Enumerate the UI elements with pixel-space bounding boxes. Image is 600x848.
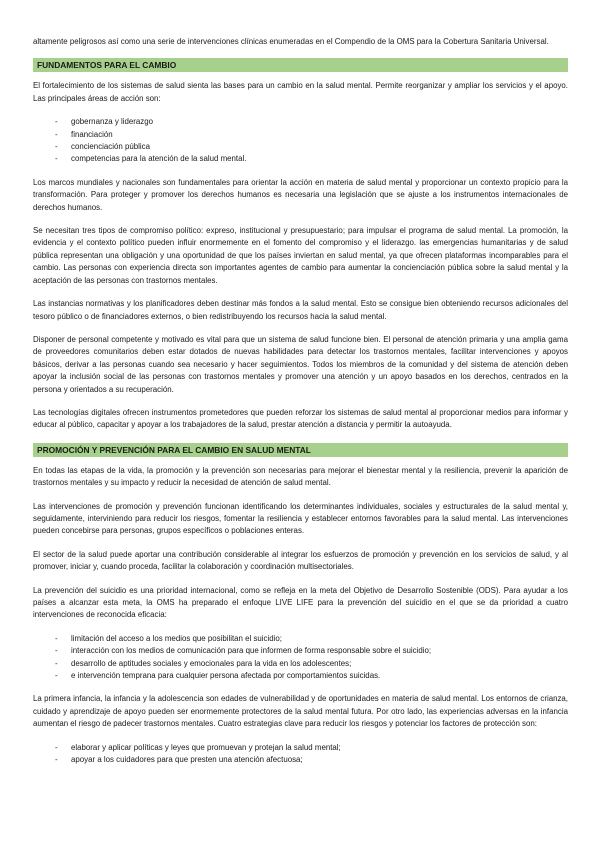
protection-strategies-list [33,742,568,767]
bullet-marker: - [55,142,58,152]
bullet-marker: - [55,129,58,139]
bullet-marker: - [55,742,58,752]
bullet-marker: - [55,755,58,765]
paragraph: La prevención del suicidio es una prioridad internacional, como se refleja en la meta del Objetivo de Desarrollo Sostenible (ODS). Para ayudar a los países a alcanzar esta meta, la OMS ha preparado el enfoque LIVE LIFE para la prevención del suicidio en el que se da prioridad a cuatro intervenciones de reconocida eficacia: [33,585,568,620]
paragraph: El fortalecimiento de los sistemas de salud sienta las bases para un cambio en la salud mental. Permite reorganizar y ampliar los servicios y el apoyo. Las principales áreas de acción son: [33,81,568,103]
list-item: - apoyar a los cuidadores para que presten una atención afectuosa; [59,754,568,766]
list-item: - financiación [59,129,568,141]
paragraph: El sector de la salud puede aportar una contribución considerable al integrar los esfuerzos de promoción y prevención en los servicios de salud, y al promover, iniciar y, cuando proceda, facilitar la colaboración y coordinación multisectoriales. [33,549,568,572]
list-item: - competencias para la atención de la salud mental. [59,153,568,165]
list-item: - gobernanza y liderazgo [59,116,568,128]
suicide-prevention-list [33,633,568,683]
bullet-marker: - [55,671,58,681]
bullet-marker: - [55,117,58,127]
paragraph: Los marcos mundiales y nacionales son fundamentales para orientar la acción en materia de salud mental y proporcionar un contexto propicio para la transformación. Para proteger y promover los derechos humanos es necesaria una legislación que se ajuste a los instrumentos internacionales de derechos humanos. [33,177,568,212]
paragraph: En todas las etapas de la vida, la promoción y la prevención son necesarias para mejorar el bienestar mental y la resiliencia, prevenir la aparición de trastornos mentales y su impacto y reducir la necesidad de atención de salud mental. [33,465,568,488]
list-item: - desarrollo de aptitudes sociales y emocionales para la vida en los adolescentes; [59,658,568,670]
list-item: - concienciación pública [59,141,568,153]
paragraph: Las intervenciones de promoción y prevención funcionan identificando los determinantes individuales, sociales y estructurales de la salud mental y, seguidamente, interviniendo para reducir los riesgos, fomentar la resiliencia y establecer entornos favorables para la salud mental. Las intervenciones pueden concebirse para personas, grupos específicos o poblaciones enteras. [33,501,568,536]
intro-paragraph: altamente peligrosos así como una serie de intervenciones clínicas enumeradas en el Compendio de la OMS para la Cobertura Sanitaria Universal. [33,37,549,46]
paragraph: La primera infancia, la infancia y la adolescencia son edades de vulnerabilidad y de oportunidades en materia de salud mental. Los entornos de crianza, cuidado y aprendizaje de apoyo pueden ser enormemente protectores de la salud mental futura. Por otro lado, las experiencias adversas en la infancia aumentan el riesgo de padecer trastornos mentales. Cuatro estrategias clave para reducir los riesgos y potenciar los factores de protección son: [33,694,568,729]
list-item: - limitación del acceso a los medios que posibilitan el suicidio; [59,633,568,645]
paragraph: Se necesitan tres tipos de compromiso político: expreso, institucional y presupuestario; para impulsar el programa de salud mental. La promoción, la evidencia y el contexto político pueden influir enormemente en el fomento del compromiso y el liderazgo. las emergencias humanitarias y de salud pública representan una obligación y una oportunidad de que los países inviertan en salud mental, ya que ofrecen plataformas incomparables para el cambio. Las personas con experiencia directa son importantes agentes de cambio para aumentar la concienciación pública sobre la salud mental y la aceptación de las personas con trastornos mentales. [33,226,568,285]
bullet-marker: - [55,658,58,668]
bullet-marker: - [55,633,58,643]
paragraph: Disponer de personal competente y motivado es vital para que un sistema de salud funcione bien. El personal de atención primaria y una amplia gama de proveedores comunitarios deben estar dotados de nuevas habilidades para detectar los trastornos mentales, facilitar intervenciones y apoyos básicos, derivar a las personas cuando sea necesario y hacer seguimientos. Todos los miembros de la comunidad y del sistema de atención deben apoyar la inclusión social de las personas con trastornos mentales y promover una atención y un apoyo basados en los derechos, centrados en la persona y orientados a su recuperación. [33,334,568,394]
paragraph: Las instancias normativas y los planificadores deben destinar más fondos a la salud mental. Esto se consigue bien obteniendo recursos adicionales del tesoro público o de financiadores externos, o bien redistribuyendo los recursos hacia la salud mental. [33,299,568,321]
section-heading-fundamentos: FUNDAMENTOS PARA EL CAMBIO [33,58,568,72]
list-item: - elaborar y aplicar políticas y leyes que promuevan y protejan la salud mental; [59,742,568,754]
bullet-marker: - [55,646,58,656]
list-item: - e intervención temprana para cualquier persona afectada por comportamientos suicidas. [59,670,568,682]
list-item: - interacción con los medios de comunicación para que informen de forma responsable sobre el suicidio; [59,645,568,657]
bullet-marker: - [55,154,58,164]
action-areas-list [33,116,568,166]
section-heading-promocion: PROMOCIÓN Y PREVENCIÓN PARA EL CAMBIO EN SALUD MENTAL [33,443,568,457]
paragraph: Las tecnologías digitales ofrecen instrumentos prometedores que pueden reforzar los sistemas de salud mental al proporcionar medios para informar y educar al público, capacitar y apoyar a los trabajadores de la salud, prestar atención a distancia y permitir la autoayuda. [33,407,568,430]
